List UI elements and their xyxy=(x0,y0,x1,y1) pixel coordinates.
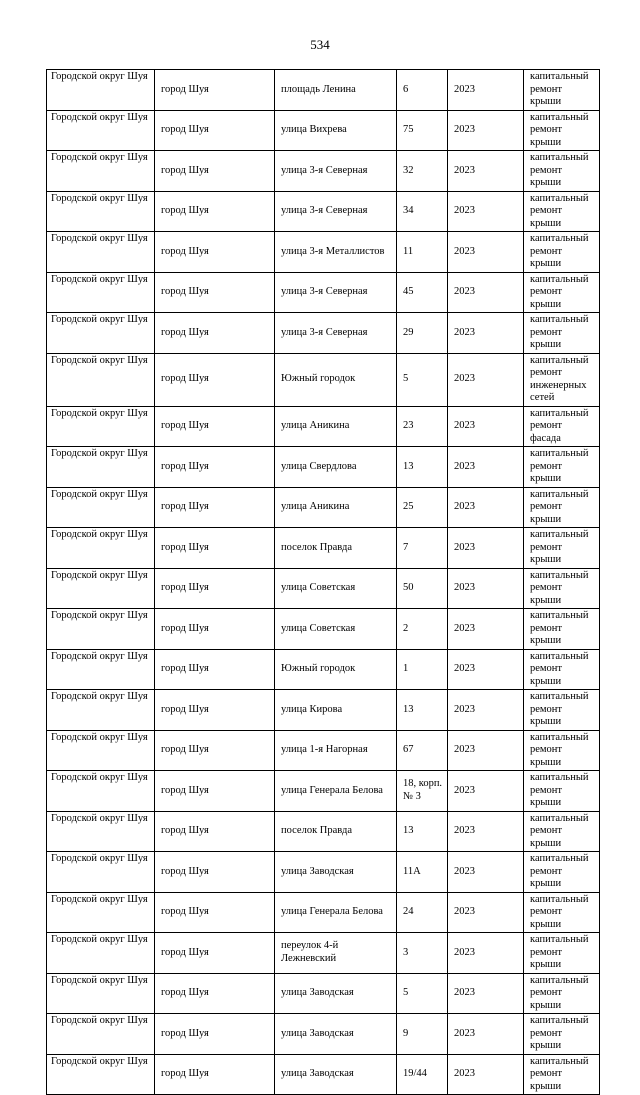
locality-cell: город Шуя xyxy=(155,771,275,812)
street-cell: улица Заводская xyxy=(275,1014,397,1055)
year-cell: 2023 xyxy=(448,272,524,313)
locality-cell: город Шуя xyxy=(155,973,275,1014)
locality-cell: город Шуя xyxy=(155,110,275,151)
work-type-cell: капитальный ремонт крыши xyxy=(524,232,600,273)
street-cell: улица Заводская xyxy=(275,1054,397,1095)
house-number-cell: 13 xyxy=(397,447,448,488)
table-row xyxy=(47,730,600,771)
work-type-cell: капитальный ремонт крыши xyxy=(524,730,600,771)
work-type-cell: капитальный ремонт крыши xyxy=(524,110,600,151)
street-cell: улица Заводская xyxy=(275,852,397,893)
district-cell: Городской округ Шуя xyxy=(47,609,155,650)
district-cell: Городской округ Шуя xyxy=(47,191,155,232)
year-cell: 2023 xyxy=(448,353,524,406)
street-cell: поселок Правда xyxy=(275,811,397,852)
locality-cell: город Шуя xyxy=(155,1014,275,1055)
table-row xyxy=(47,690,600,731)
work-type-cell: капитальный ремонт крыши xyxy=(524,447,600,488)
district-cell: Городской округ Шуя xyxy=(47,487,155,528)
table-row xyxy=(47,811,600,852)
house-number-cell: 29 xyxy=(397,313,448,354)
table-row xyxy=(47,852,600,893)
house-number-cell: 6 xyxy=(397,70,448,111)
year-cell: 2023 xyxy=(448,771,524,812)
house-number-cell: 67 xyxy=(397,730,448,771)
street-cell: улица 1-я Нагорная xyxy=(275,730,397,771)
house-number-cell: 32 xyxy=(397,151,448,192)
district-cell: Городской округ Шуя xyxy=(47,272,155,313)
house-number-cell: 75 xyxy=(397,110,448,151)
locality-cell: город Шуя xyxy=(155,406,275,447)
district-cell: Городской округ Шуя xyxy=(47,110,155,151)
work-type-cell: капитальный ремонт крыши xyxy=(524,568,600,609)
locality-cell: город Шуя xyxy=(155,730,275,771)
house-number-cell: 7 xyxy=(397,528,448,569)
table-row xyxy=(47,528,600,569)
locality-cell: город Шуя xyxy=(155,933,275,974)
year-cell: 2023 xyxy=(448,232,524,273)
house-number-cell: 45 xyxy=(397,272,448,313)
work-type-cell: капитальный ремонт крыши xyxy=(524,487,600,528)
house-number-cell: 5 xyxy=(397,353,448,406)
street-cell: улица 3-я Северная xyxy=(275,191,397,232)
street-cell: улица Вихрева xyxy=(275,110,397,151)
year-cell: 2023 xyxy=(448,730,524,771)
work-type-cell: капитальный ремонт крыши xyxy=(524,313,600,354)
district-cell: Городской округ Шуя xyxy=(47,730,155,771)
street-cell: улица Аникина xyxy=(275,406,397,447)
table-row xyxy=(47,771,600,812)
work-type-cell: капитальный ремонт фасада xyxy=(524,406,600,447)
locality-cell: город Шуя xyxy=(155,690,275,731)
district-cell: Городской округ Шуя xyxy=(47,973,155,1014)
year-cell: 2023 xyxy=(448,1014,524,1055)
locality-cell: город Шуя xyxy=(155,447,275,488)
year-cell: 2023 xyxy=(448,690,524,731)
year-cell: 2023 xyxy=(448,649,524,690)
district-cell: Городской округ Шуя xyxy=(47,232,155,273)
locality-cell: город Шуя xyxy=(155,487,275,528)
repair-schedule-table xyxy=(46,69,600,1095)
work-type-cell: капитальный ремонт крыши xyxy=(524,811,600,852)
table-row xyxy=(47,232,600,273)
year-cell: 2023 xyxy=(448,406,524,447)
locality-cell: город Шуя xyxy=(155,568,275,609)
table-row xyxy=(47,191,600,232)
district-cell: Городской округ Шуя xyxy=(47,892,155,933)
table-row xyxy=(47,272,600,313)
house-number-cell: 11 xyxy=(397,232,448,273)
table-row xyxy=(47,447,600,488)
table-row xyxy=(47,487,600,528)
table-row xyxy=(47,649,600,690)
street-cell: улица Советская xyxy=(275,568,397,609)
work-type-cell: капитальный ремонт крыши xyxy=(524,528,600,569)
locality-cell: город Шуя xyxy=(155,151,275,192)
house-number-cell: 25 xyxy=(397,487,448,528)
street-cell: улица Кирова xyxy=(275,690,397,731)
locality-cell: город Шуя xyxy=(155,353,275,406)
work-type-cell: капитальный ремонт крыши xyxy=(524,771,600,812)
house-number-cell: 23 xyxy=(397,406,448,447)
house-number-cell: 34 xyxy=(397,191,448,232)
locality-cell: город Шуя xyxy=(155,811,275,852)
work-type-cell: капитальный ремонт крыши xyxy=(524,272,600,313)
locality-cell: город Шуя xyxy=(155,232,275,273)
house-number-cell: 9 xyxy=(397,1014,448,1055)
work-type-cell: капитальный ремонт крыши xyxy=(524,151,600,192)
table-row xyxy=(47,1054,600,1095)
locality-cell: город Шуя xyxy=(155,191,275,232)
work-type-cell: капитальный ремонт крыши xyxy=(524,690,600,731)
street-cell: улица Генерала Белова xyxy=(275,771,397,812)
house-number-cell: 11А xyxy=(397,852,448,893)
table-row xyxy=(47,1014,600,1055)
district-cell: Городской округ Шуя xyxy=(47,1054,155,1095)
house-number-cell: 50 xyxy=(397,568,448,609)
year-cell: 2023 xyxy=(448,191,524,232)
district-cell: Городской округ Шуя xyxy=(47,313,155,354)
table-row xyxy=(47,313,600,354)
year-cell: 2023 xyxy=(448,447,524,488)
year-cell: 2023 xyxy=(448,973,524,1014)
house-number-cell: 24 xyxy=(397,892,448,933)
work-type-cell: капитальный ремонт крыши xyxy=(524,609,600,650)
table-row xyxy=(47,70,600,111)
work-type-cell: капитальный ремонт крыши xyxy=(524,1014,600,1055)
district-cell: Городской округ Шуя xyxy=(47,852,155,893)
locality-cell: город Шуя xyxy=(155,272,275,313)
work-type-cell: капитальный ремонт крыши xyxy=(524,70,600,111)
year-cell: 2023 xyxy=(448,811,524,852)
locality-cell: город Шуя xyxy=(155,70,275,111)
work-type-cell: капитальный ремонт крыши xyxy=(524,649,600,690)
house-number-cell: 19/44 xyxy=(397,1054,448,1095)
street-cell: улица Аникина xyxy=(275,487,397,528)
work-type-cell: капитальный ремонт крыши xyxy=(524,1054,600,1095)
street-cell: улица 3-я Северная xyxy=(275,151,397,192)
district-cell: Городской округ Шуя xyxy=(47,690,155,731)
table-row xyxy=(47,568,600,609)
work-type-cell: капитальный ремонт крыши xyxy=(524,933,600,974)
district-cell: Городской округ Шуя xyxy=(47,151,155,192)
year-cell: 2023 xyxy=(448,933,524,974)
year-cell: 2023 xyxy=(448,528,524,569)
year-cell: 2023 xyxy=(448,151,524,192)
house-number-cell: 13 xyxy=(397,811,448,852)
year-cell: 2023 xyxy=(448,313,524,354)
district-cell: Городской округ Шуя xyxy=(47,933,155,974)
table-row xyxy=(47,973,600,1014)
table-row xyxy=(47,353,600,406)
table-row xyxy=(47,933,600,974)
street-cell: переулок 4-й Лежневский xyxy=(275,933,397,974)
district-cell: Городской округ Шуя xyxy=(47,353,155,406)
table-body xyxy=(47,70,600,1095)
work-type-cell: капитальный ремонт крыши xyxy=(524,191,600,232)
street-cell: улица Советская xyxy=(275,609,397,650)
street-cell: улица 3-я Северная xyxy=(275,313,397,354)
house-number-cell: 18, корп. № 3 xyxy=(397,771,448,812)
locality-cell: город Шуя xyxy=(155,609,275,650)
street-cell: улица Генерала Белова xyxy=(275,892,397,933)
table-row xyxy=(47,609,600,650)
district-cell: Городской округ Шуя xyxy=(47,406,155,447)
locality-cell: город Шуя xyxy=(155,852,275,893)
district-cell: Городской округ Шуя xyxy=(47,447,155,488)
table-row xyxy=(47,406,600,447)
year-cell: 2023 xyxy=(448,487,524,528)
house-number-cell: 5 xyxy=(397,973,448,1014)
street-cell: площадь Ленина xyxy=(275,70,397,111)
year-cell: 2023 xyxy=(448,892,524,933)
locality-cell: город Шуя xyxy=(155,649,275,690)
house-number-cell: 3 xyxy=(397,933,448,974)
table-row xyxy=(47,892,600,933)
district-cell: Городской округ Шуя xyxy=(47,528,155,569)
district-cell: Городской округ Шуя xyxy=(47,70,155,111)
street-cell: поселок Правда xyxy=(275,528,397,569)
page-number: 534 xyxy=(310,37,330,52)
table-row xyxy=(47,151,600,192)
year-cell: 2023 xyxy=(448,70,524,111)
year-cell: 2023 xyxy=(448,110,524,151)
street-cell: Южный городок xyxy=(275,353,397,406)
street-cell: Южный городок xyxy=(275,649,397,690)
district-cell: Городской округ Шуя xyxy=(47,1014,155,1055)
year-cell: 2023 xyxy=(448,609,524,650)
locality-cell: город Шуя xyxy=(155,892,275,933)
locality-cell: город Шуя xyxy=(155,313,275,354)
table-row xyxy=(47,110,600,151)
year-cell: 2023 xyxy=(448,568,524,609)
locality-cell: город Шуя xyxy=(155,528,275,569)
house-number-cell: 13 xyxy=(397,690,448,731)
district-cell: Городской округ Шуя xyxy=(47,568,155,609)
street-cell: улица Заводская xyxy=(275,973,397,1014)
house-number-cell: 2 xyxy=(397,609,448,650)
year-cell: 2023 xyxy=(448,852,524,893)
year-cell: 2023 xyxy=(448,1054,524,1095)
street-cell: улица Свердлова xyxy=(275,447,397,488)
district-cell: Городской округ Шуя xyxy=(47,811,155,852)
work-type-cell: капитальный ремонт инженерных сетей xyxy=(524,353,600,406)
district-cell: Городской округ Шуя xyxy=(47,771,155,812)
work-type-cell: капитальный ремонт крыши xyxy=(524,852,600,893)
district-cell: Городской округ Шуя xyxy=(47,649,155,690)
locality-cell: город Шуя xyxy=(155,1054,275,1095)
work-type-cell: капитальный ремонт крыши xyxy=(524,973,600,1014)
street-cell: улица 3-я Северная xyxy=(275,272,397,313)
house-number-cell: 1 xyxy=(397,649,448,690)
street-cell: улица 3-я Металлистов xyxy=(275,232,397,273)
work-type-cell: капитальный ремонт крыши xyxy=(524,892,600,933)
